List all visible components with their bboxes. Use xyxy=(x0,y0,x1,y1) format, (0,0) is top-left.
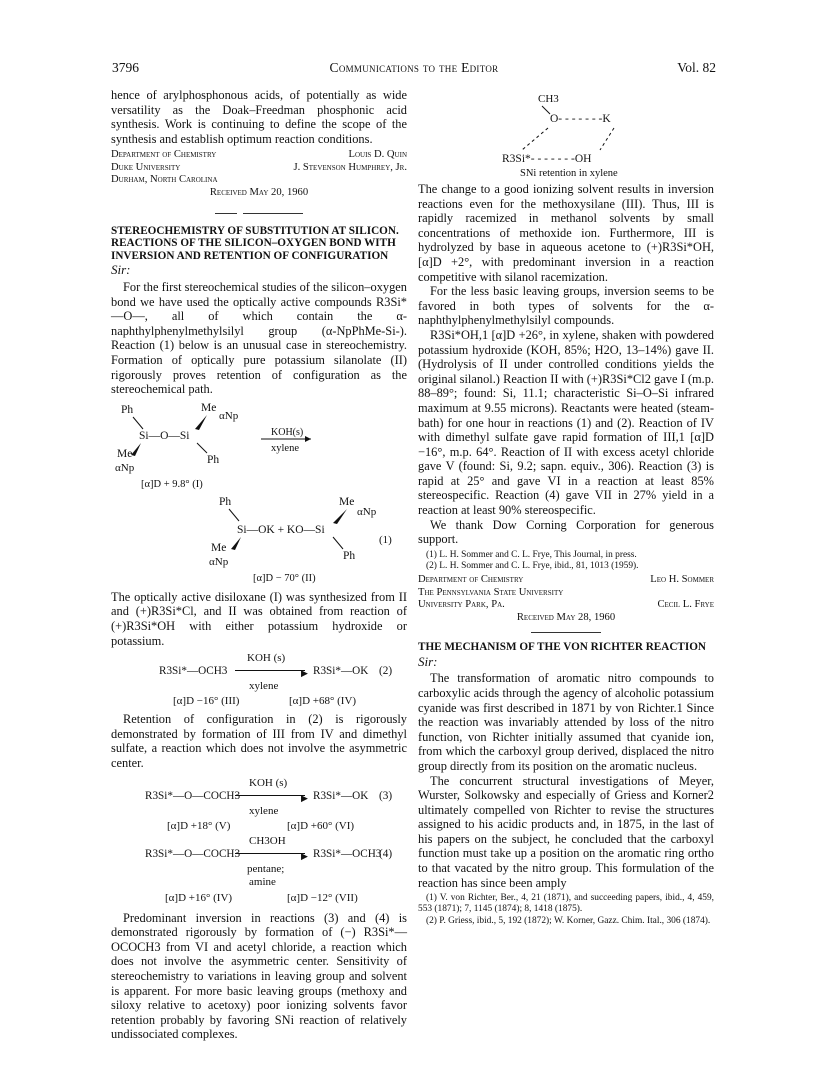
reagent: CH3OH xyxy=(249,834,286,847)
equation-number: (2) xyxy=(379,665,393,678)
scheme-label: Si—O—Si xyxy=(139,429,190,442)
equation-rhs: R3Si*—OCH3 xyxy=(313,847,382,860)
scheme-label: Ph xyxy=(219,495,232,508)
author: J. Stevenson Humphrey, Jr. xyxy=(293,161,407,173)
dept: Department of Chemistry xyxy=(418,574,524,586)
univ: Duke University xyxy=(111,161,181,173)
reagent: KOH (s) xyxy=(247,652,286,665)
optical-rotation: [α]D −16° (III) xyxy=(173,695,240,708)
optical-rotation: [α]D +68° (IV) xyxy=(289,695,357,708)
city: University Park, Pa. xyxy=(418,599,505,611)
paragraph: The concurrent structural investigations of Meyer, Wurster, Solkowsky and especially of Griess and Korner2 ultimately compelled von Richter to revise the structures assigned to his acidic products and, in 1875, in the last of his papers on the subject, he concluded that the carboxyl function must take up a position on the aromatic ring ortho to that vacated by the nitro group. This formulation of the reaction has since been amply xyxy=(418,773,714,890)
paragraph: The optically active disiloxane (I) was synthesized from II and (+)R3Si*Cl, and II was obtained from reaction of (+)R3Si*OH with either potassium hydroxide or potassium. xyxy=(111,589,407,648)
solvent: xylene xyxy=(249,680,279,693)
scheme-label: Ph xyxy=(207,453,220,466)
scheme-label: Ph xyxy=(343,549,356,562)
reaction-scheme-1 xyxy=(111,399,407,587)
page-number: 3796 xyxy=(112,60,139,75)
scheme-label: Ph xyxy=(121,403,134,416)
author: Leo H. Sommer xyxy=(650,574,714,586)
separator-rule xyxy=(531,632,601,633)
footnotes xyxy=(418,550,714,572)
equation-lhs: R3Si*—O—COCH3 xyxy=(145,789,241,802)
optical-rotation: [α]D + 9.8° (I) xyxy=(141,478,203,490)
equation-3: KOH (s) R3Si*—O—COCH3 ▶ R3Si*—OK (3) xylene [α]D +18° (V) [α]D +60° (VI) xyxy=(145,776,393,832)
footnote: (1) L. H. Sommer and C. L. Frye, This Journal, in press. xyxy=(426,549,637,560)
footnote: (2) P. Griess, ibid., 5, 192 (1872); W. Korner, Gazz. Chim. Ital., 306 (1874). xyxy=(426,915,711,926)
author: Louis D. Quin xyxy=(348,149,407,161)
paragraph: We thank Dow Corning Corporation for generous support. xyxy=(418,517,714,547)
article-title: THE MECHANISM OF THE VON RICHTER REACTION xyxy=(418,641,706,654)
paragraph: Retention of configuration in (2) is rigorously demonstrated by formation of III from IV and dimethyl sulfate, a reaction which does not involve the asymmetric center. xyxy=(111,712,407,770)
received-date: Received May 28, 1960 xyxy=(516,611,616,623)
salutation: Sir: xyxy=(111,262,131,278)
scheme-caption: SNi retention in xylene xyxy=(520,168,618,179)
scheme-label: KOH(s) xyxy=(271,426,304,438)
salutation: Sir: xyxy=(418,653,438,669)
univ: The Pennsylvania State University xyxy=(418,586,564,598)
scheme-label: αNp xyxy=(219,409,239,422)
equation-rhs: R3Si*—OK xyxy=(313,665,369,678)
footnotes xyxy=(418,893,714,927)
prev-article-affiliation xyxy=(111,149,407,199)
equation-4: CH3OH R3Si*—O—COCH3 ▶ R3Si*—OCH3 (4) pentane; amine [α]D +16° (IV) [α]D −12° (VII) xyxy=(145,834,393,904)
separator-rule xyxy=(111,205,407,220)
right-column xyxy=(418,88,714,927)
equation-lhs: R3Si*—OCH3 xyxy=(159,665,228,678)
dept: Department of Chemistry xyxy=(111,149,217,161)
equation-number: (4) xyxy=(379,847,393,860)
paragraph: For the less basic leaving groups, inversion seems to be favored in both types of solvents for the α-naphthylphenylmethylsilyl compounds. xyxy=(418,284,714,328)
equation-rhs: R3Si*—OK xyxy=(313,789,369,802)
scheme-label: O- - - - - - -K xyxy=(550,113,611,125)
scheme-label: Me xyxy=(339,495,355,508)
scheme-label: Me xyxy=(201,401,217,414)
paragraph: For the first stereochemical studies of the silicon–oxygen bond we have used the optically active compounds R3Si*—O—, all of which contain the α-naphthylphenylmethylsilyl group (α-NpPhMe-Si-). Reaction (1) below is an unusual case in stereochemistry. Formation of optically pure potassium silanolate (II) rigorously proves retention of configuration as the stereochemical path. xyxy=(111,280,407,397)
solvent: pentane; xyxy=(247,862,285,875)
city: Durham, North Carolina xyxy=(111,174,218,186)
footnote: (2) L. H. Sommer and C. L. Frye, ibid., 81, 1013 (1959). xyxy=(426,561,639,572)
prev-article-tail: hence of arylphosphonous acids, of potentially as wide versatility as the Doak–Freedman phosphonic acid synthesis. Work is continuing to define the scope of the synthesis and establish optimum reaction conditions. xyxy=(111,88,407,146)
equation-number: (1) xyxy=(379,533,392,546)
paragraph: The transformation of aromatic nitro compounds to carboxylic acids through the agency of alcoholic potassium cyanide was first described in 1871 by von Richter.1 Since the reaction was invariably attended by loss of the nitro function, von Richter initially assumed that cyanide ion, from which the carboxyl group derived, displaced the nitro group directly from its position on the aromatic nucleus. xyxy=(418,671,714,773)
optical-rotation: [α]D +60° (VI) xyxy=(287,819,355,832)
equation-lhs: R3Si*—O—COCH3 xyxy=(145,847,241,860)
scheme-label: Si—OK + KO—Si xyxy=(237,523,325,536)
article-title: STEREOCHEMISTRY OF SUBSTITUTION AT SILICON. REACTIONS OF THE SILICON–OXYGEN BOND WITH INVERSION AND RETENTION OF CONFIGURATION xyxy=(111,224,399,262)
equation-number: (3) xyxy=(379,789,393,802)
scheme-label: Me xyxy=(211,541,227,554)
author: Cecil L. Frye xyxy=(657,599,714,611)
scheme-label: xylene xyxy=(271,442,299,454)
paragraph: Predominant inversion in reactions (3) and (4) is demonstrated rigorously by formation of (−) R3Si*—OCOCH3 from VI and acetyl chloride, a reaction which does not involve the asymmetric center. Sensitivity of stereochemistry to variations in leaving group and solvent is apparent. For more basic leaving groups (methoxy and siloxy relative to acetoxy) poor ionizing solvents favor retention probably by favoring SNi reaction of relatively undissociated complexes. xyxy=(111,910,407,1042)
scheme-label: CH3 xyxy=(538,93,559,105)
scheme-label: αNp xyxy=(115,461,135,474)
reagent: KOH (s) xyxy=(249,776,288,789)
solvent: amine xyxy=(249,875,276,888)
optical-rotation: [α]D −12° (VII) xyxy=(287,891,358,904)
volume: Vol. 82 xyxy=(677,60,716,75)
scheme-label: αNp xyxy=(209,555,229,568)
optical-rotation: [α]D +16° (IV) xyxy=(165,891,233,904)
journal-section: Communications to the Editor xyxy=(329,60,499,75)
scheme-label: Me xyxy=(117,447,133,460)
left-column xyxy=(111,88,407,1042)
scheme-label: αNp xyxy=(357,505,377,518)
paragraph: R3Si*OH,1 [α]D +26°, in xylene, shaken with powdered potassium hydroxide (KOH, 85%; H2O, 13–14%) gave II. (Hydrolysis of II under controlled conditions yields the original silanol.) Reaction II with (+)R3Si*Cl2 gave I (m.p. 88–89°; found: Si, 11.1; characteristic Si–O–Si infrared maximum at 9.55 microns). Reactants were heated (steam-bath) for one hour in reactions (1) and (2). Reaction of IV with dimethyl sulfate gave rapid formation of III,1 [α]D −16°, m.p. 64°. Reaction of II with excess acetyl chloride gave V (found: Si, 9.2; sapn. equiv., 306). Reaction (3) is rapid at 25° and gave VI in a reaction at least 85% stereospecific. Reaction (4) gave VII in 27% yield in a reaction at least 90% stereospecific. xyxy=(418,327,714,518)
received-date: Received May 20, 1960 xyxy=(209,186,309,198)
optical-rotation: [α]D − 70° (II) xyxy=(253,572,316,584)
solvent: xylene xyxy=(249,804,279,817)
equation-2: KOH (s) R3Si*—OCH3 ▶ R3Si*—OK (2) xylene [α]D −16° (III) [α]D +68° (IV) xyxy=(159,652,393,708)
transition-state-diagram xyxy=(418,88,714,180)
footnote: (1) V. von Richter, Ber., 4, 21 (1871), and succeeding papers, ibid., 4, 459, 553 (1871); 7, 1145 (1874); 8, 1418 (1875). xyxy=(418,893,714,915)
paragraph: The change to a good ionizing solvent results in inversion reactions even for the methoxysilane (III). Thus, III is rapidly racemized in methanol solvents by small concentrations of methoxide ion. Furthermore, III is hydrolyzed by base in aqueous acetone to (+)R3Si*OH, [α]D +2°, with predominant inversion in a reaction competitive with silanol racemization. xyxy=(418,182,714,284)
article-affiliation xyxy=(418,574,714,624)
optical-rotation: [α]D +18° (V) xyxy=(167,819,231,832)
scheme-label: R3Si*- - - - - - -OH xyxy=(502,153,592,165)
